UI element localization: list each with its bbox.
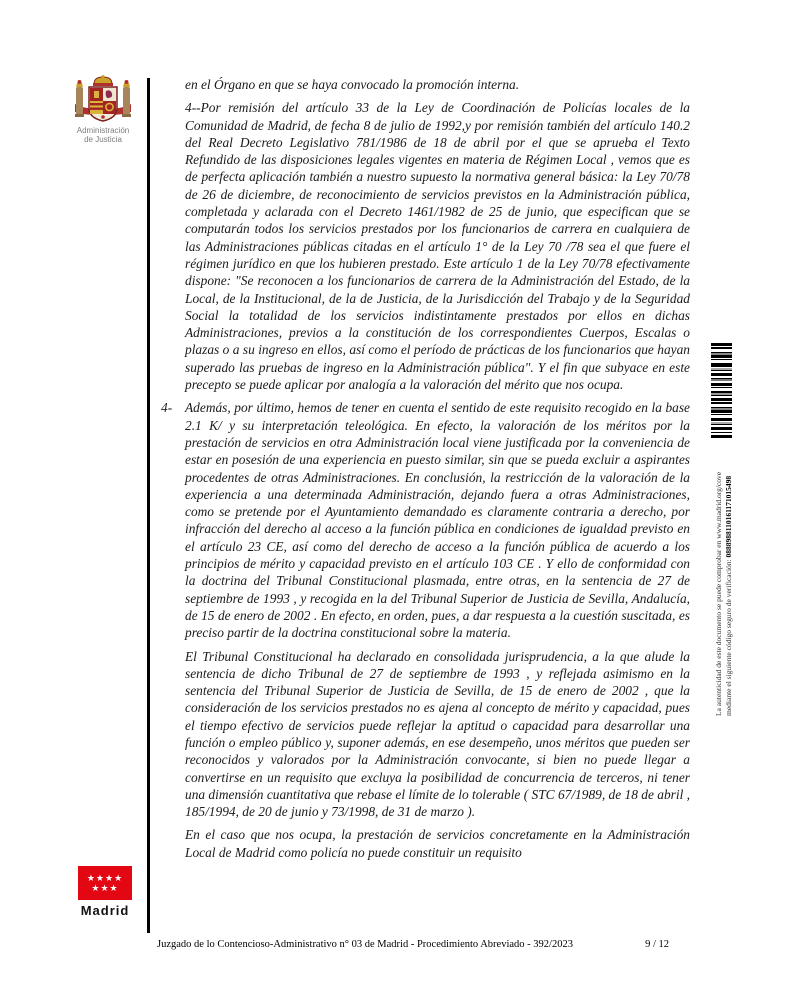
- madrid-flag-stars-row2: ★★★: [91, 883, 119, 893]
- paragraph: [185, 76, 690, 93]
- madrid-logo: [77, 866, 133, 918]
- paragraph-text: En el caso que nos ocupa, la prestación de servicios concretamente en la Administración Local de Madrid como policía no puede constituir un requisito: [185, 827, 690, 860]
- footer-page-number: 9 / 12: [645, 939, 669, 950]
- paragraph: [161, 399, 690, 641]
- paragraph-text: Además, por último, hemos de tener en cuenta el sentido de este requisito recogido en la base 2.1 K/ y su interpretación teleológica. En efecto, la valoración de los méritos por la prestación de servicios en otra Administración local viene justificada por la conveniencia de estar en posesión de una experiencia en puesto similar, sin que se pueda excluir a aspirantes procedentes de otras Administraciones. En conclusión, la restricción de la valoración de la experiencia a una determinada Administración, dejando fuera a otras Administraciones, como se pretende por el Ayuntamiento demandado es claramente contraria a derecho, por infracción del derecho al acceso a la función pública en condiciones de igualdad previsto en el artículo 23 CE, así como del derecho de acceso a la función pública de acuerdo a los principios de mérito y capacidad previsto en el artículo 103 CE . Y ello de conformidad con la doctrina del Tribunal Constitucional plasmada, entre otras, en la sentencia de 27 de septiembre de 1993 , y recogida en la del Tribunal Superior de Justicia de Sevilla, Andalucía, de 15 de enero de 2002 . En efecto, en orden, pues, a dar respuesta a la cuestión suscitada, es preciso partir de la doctrina constitucional sobre la materia.: [185, 400, 690, 641]
- verification-line1: La autenticidad de este documento se puede comprobar en www.madrid.org/cove: [714, 471, 723, 716]
- logo-caption-line1: Administración: [76, 126, 130, 135]
- verification-note: [714, 446, 733, 716]
- footer-court-reference: Juzgado de lo Contencioso-Administrativo n° 03 de Madrid - Procedimiento Abreviado - 392/2023: [157, 939, 573, 950]
- paragraph-text: en el Órgano en que se haya convocado la promoción interna.: [185, 77, 520, 92]
- logo-caption: [58, 126, 148, 144]
- verification-line2-prefix: mediante el siguiente código seguro de verificación:: [723, 557, 733, 716]
- logo-caption-line2: de Justicia: [84, 135, 122, 144]
- paragraph-marker: 4-: [161, 400, 173, 416]
- madrid-logo-label: Madrid: [80, 903, 130, 918]
- verification-code: 0888988110161171015498: [723, 475, 733, 558]
- paragraph: [185, 826, 690, 861]
- justice-administration-logo: [58, 74, 148, 144]
- verification-barcode: [711, 343, 732, 440]
- paragraph-text: El Tribunal Constitucional ha declarado en consolidada jurisprudencia, a la que alude la sentencia de dicho Tribunal de 27 de septiembre de 1993 , y reflejada asimismo en la sentencia del Tribunal Superior de Justicia de Sevilla, de 15 de enero de 2002 , que la consideración de los servicios prestados no es ajena al concepto de mérito y capacidad, pues el tiempo efectivo de servicios puede reflejar la aptitud o capacidad para desarrollar una función o empleo público y, suponer además, en ese desempeño, unos méritos que pueden ser reconocidos y valorados por la Administración convocante, si bien no puede llegar a convertirse en un requisito que excluya la posibilidad de concurrencia de terceros, ni tener una dimensión cuantitativa que rebase el límite de lo tolerable ( STC 67/1989, de 18 de abril , 185/1994, de 20 de junio y 73/1998, de 31 de marzo ).: [185, 648, 690, 820]
- madrid-flag-stars-row1: ★★★★: [86, 873, 124, 883]
- verification-line2: [724, 446, 734, 716]
- paragraph: [185, 648, 690, 821]
- page-footer: [157, 939, 669, 950]
- paragraph-text: 4--Por remisión del artículo 33 de la Ley de Coordinación de Policías locales de la Comunidad de Madrid, de fecha 8 de julio de 1992,y por remisión también del artículo 140.2 del Real Decreto Legislativo 781/1986 de 18 de abril por el que se aprueba el Texto Refundido de las disposiciones legales vigentes en materia de Régimen Local , vemos que es de perfecta aplicación también a nuestro supuesto la normativa general básica: la Ley 70/78 de 26 de diciembre, de reconocimiento de servicios previstos en la Administración pública, completada y aclarada con el Decreto 1461/1982 de 25 de junio, que especifican que se computarán todos los servicios prestados por los funcionarios de carrera en cualquiera de las Administraciones públicas citadas en el artículo 1° de la Ley 70 /78 sea el que fuere el régimen jurídico en que los hubieren prestado. Este artículo 1 de la Ley 70/78 efectivamente dispone: "Se reconocen a los funcionarios de carrera de la Administración del Estado, de la Local, de la Institucional, de la de Justicia, de la Jurisdicción del Trabajo y de la Seguridad Social la totalidad de los servicios indistintamente prestados por ellos en dichas Administraciones, previos a la constitución de los correspondientes Cuerpos, Escalas o plazas o a su ingreso en ellos, así como el período de prácticas de los funcionarios que hayan superado las pruebas de ingreso en la Administración pública". Y el fin que subyace en este precepto se puede aplicar por analogía a la valoración del mérito que nos ocupa.: [185, 100, 690, 393]
- madrid-flag-icon: [78, 866, 132, 900]
- coat-of-arms-icon: [72, 74, 134, 124]
- paragraph: [185, 99, 690, 393]
- left-vertical-rule: [147, 78, 150, 933]
- document-body: [161, 76, 690, 861]
